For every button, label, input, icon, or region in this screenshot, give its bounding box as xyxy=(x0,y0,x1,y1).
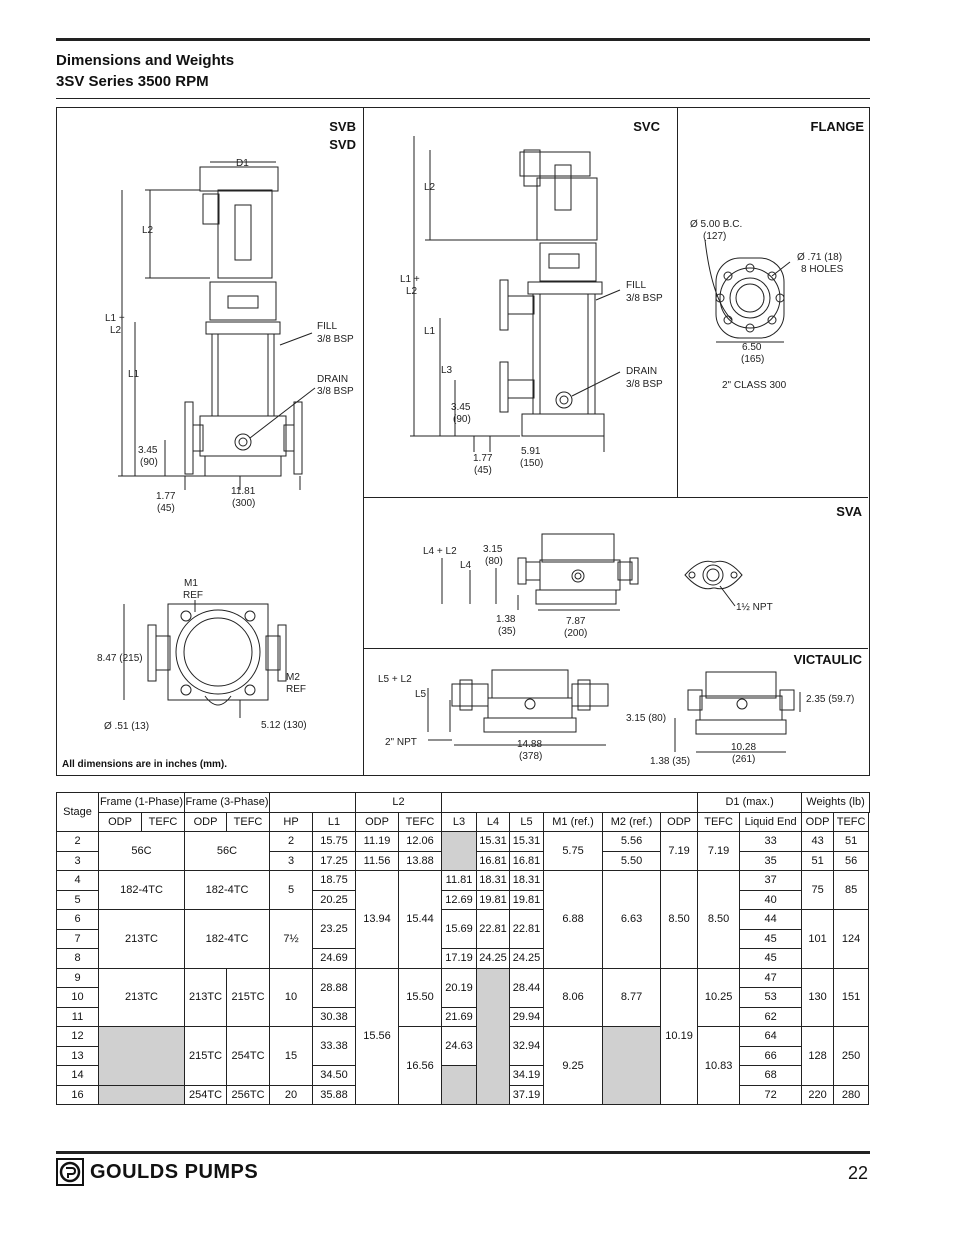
label-177mm: (45) xyxy=(157,503,175,514)
flange-bc: Ø 5.00 B.C. xyxy=(690,219,743,230)
dimensions-table xyxy=(56,792,870,1105)
svc-label-l1: L1 xyxy=(424,326,436,337)
footer-rule xyxy=(56,1151,870,1154)
label-177: 1.77 xyxy=(156,491,176,502)
sva-787: 7.87 xyxy=(566,616,586,627)
sva-138mm: (35) xyxy=(498,626,516,637)
flange-650mm: (165) xyxy=(741,354,765,365)
svc-label-l2b: L2 xyxy=(406,286,418,297)
svc-label-177mm: (45) xyxy=(474,465,492,476)
table-header-row-1: Stage Frame (1-Phase) Frame (3-Phase) L2 D1 (max.) Weights (lb) xyxy=(57,793,870,813)
sva-npt: 1½ NPT xyxy=(736,602,773,613)
flange-650: 6.50 xyxy=(742,342,762,353)
svc-label-l3: L3 xyxy=(441,365,453,376)
svc-label-591mm: (150) xyxy=(520,458,544,469)
title-line-2: 3SV Series 3500 RPM xyxy=(56,73,209,90)
vic-1488mm: (378) xyxy=(519,751,543,762)
svc-label-l2: L2 xyxy=(424,182,436,193)
svc-label-l1-plus: L1 + xyxy=(400,274,420,285)
svc-label-fill-bsp: 3/8 BSP xyxy=(626,293,663,304)
svc-label-345mm: (90) xyxy=(453,414,471,425)
bottom-m2: M2 xyxy=(286,672,300,683)
victaulic-drawing xyxy=(428,670,800,752)
section-flange: FLANGE xyxy=(810,119,864,134)
bottom-847: 8.47 (215) xyxy=(97,653,143,664)
flange-bcmm: (127) xyxy=(703,231,727,242)
table-row: 4 182-4TC 182-4TC 5 18.75 13.94 15.44 11.81 18.31 18.31 6.88 6.63 8.50 8.50 37 75 85 xyxy=(57,871,870,891)
table-row: 8 24.69 17.19 24.25 24.25 45 xyxy=(57,949,870,969)
sva-315mm: (80) xyxy=(485,556,503,567)
label-1181: 11.81 xyxy=(231,486,256,497)
flange-class: 2" CLASS 300 xyxy=(722,380,787,391)
sva-315: 3.15 xyxy=(483,544,503,555)
sva-l4l2: L4 + L2 xyxy=(423,546,457,557)
label-1181mm: (300) xyxy=(232,498,256,509)
vic-l5l2: L5 + L2 xyxy=(378,674,412,685)
svb-pump-drawing xyxy=(118,162,315,490)
vic-l5: L5 xyxy=(415,689,427,700)
vic-1028: 10.28 xyxy=(731,742,757,753)
vic-npt: 2" NPT xyxy=(385,737,417,748)
svc-label-345: 3.45 xyxy=(451,402,471,413)
svc-label-591: 5.91 xyxy=(521,446,541,457)
label-l1: L1 xyxy=(128,369,140,380)
section-victaulic: VICTAULIC xyxy=(793,652,862,667)
label-drain-bsp: 3/8 BSP xyxy=(317,386,354,397)
label-drain: DRAIN xyxy=(317,374,349,385)
svc-label-drain: DRAIN xyxy=(626,366,658,377)
svc-label-177: 1.77 xyxy=(473,453,493,464)
goulds-logo-icon xyxy=(56,1158,84,1186)
label-345mm: (90) xyxy=(140,457,158,468)
dimensions-note: All dimensions are in inches (mm). xyxy=(62,759,228,770)
vic-315: 3.15 (80) xyxy=(626,713,667,724)
label-fill-bsp: 3/8 BSP xyxy=(317,334,354,345)
table-row: 6 213TC 182-4TC 7½ 23.25 15.69 22.81 22.81 44 101 124 xyxy=(57,910,870,930)
table-row: 7 45 xyxy=(57,929,870,949)
bottom-051: Ø .51 (13) xyxy=(104,721,150,732)
sva-l4: L4 xyxy=(460,560,472,571)
flange-holes: 8 HOLES xyxy=(801,264,844,275)
vic-1028mm: (261) xyxy=(732,754,756,765)
flange-hole: Ø .71 (18) xyxy=(797,252,843,263)
section-sva: SVA xyxy=(836,504,862,519)
vic-138: 1.38 (35) xyxy=(650,756,691,767)
sva-787mm: (200) xyxy=(564,628,588,639)
label-345: 3.45 xyxy=(138,445,158,456)
label-l2b: L2 xyxy=(110,325,122,336)
label-l1-plus: L1 + xyxy=(105,313,125,324)
svc-label-fill: FILL xyxy=(626,280,647,291)
vic-235: 2.35 (59.7) xyxy=(806,694,855,705)
bottom-512: 5.12 (130) xyxy=(261,720,307,731)
section-svb-svd: SVB SVD xyxy=(329,119,356,152)
sva-138: 1.38 xyxy=(496,614,516,625)
svb-bottom-view xyxy=(124,600,286,718)
table-row: 13 66 xyxy=(57,1046,870,1066)
table-row: 16 254TC 256TC 20 35.88 37.19 72 220 280 xyxy=(57,1085,870,1105)
flange-drawing xyxy=(705,240,790,342)
vic-1488: 14.88 xyxy=(517,739,543,750)
brand-name: GOULDS PUMPS xyxy=(90,1160,259,1183)
bottom-m2-ref: REF xyxy=(286,684,306,695)
svc-label-drain-bsp: 3/8 BSP xyxy=(626,379,663,390)
table-header-row-2: ODP TEFC ODP TEFC HP L1 ODP TEFC L3 L4 L5 M1 (ref.) M2 (ref.) ODP TEFC Liquid End ODP TEFC xyxy=(57,812,870,832)
label-l2: L2 xyxy=(142,225,154,236)
goulds-logo xyxy=(56,1156,258,1188)
table-row: 12 215TC 254TC 15 33.38 16.56 24.63 32.94 9.25 10.83 64 128 250 xyxy=(57,1027,870,1047)
bottom-m1: M1 xyxy=(184,578,198,589)
title-line-1: Dimensions and Weights xyxy=(56,52,235,69)
table-row: 3 3 17.25 11.56 13.88 16.81 16.81 5.50 35 51 56 xyxy=(57,851,870,871)
label-fill: FILL xyxy=(317,321,338,332)
table-row: 9 213TC 213TC 215TC 10 28.88 15.56 15.50 20.19 28.44 8.06 8.77 10.19 10.25 47 130 151 xyxy=(57,968,870,988)
bottom-m1-ref: REF xyxy=(183,590,203,601)
table-row: 2 56C 56C 2 15.75 11.19 12.06 15.31 15.31 5.75 5.56 7.19 7.19 33 43 51 xyxy=(57,832,870,852)
table-row: 14 34.50 34.19 68 xyxy=(57,1066,870,1086)
table-row: 10 53 xyxy=(57,988,870,1008)
table-row: 5 20.25 12.69 19.81 19.81 40 xyxy=(57,890,870,910)
label-d1: D1 xyxy=(236,158,249,169)
svc-pump-drawing xyxy=(410,136,620,452)
section-svc: SVC xyxy=(633,119,660,134)
table-row: 11 30.38 21.69 29.94 62 xyxy=(57,1007,870,1027)
page-number: 22 xyxy=(847,1163,868,1183)
